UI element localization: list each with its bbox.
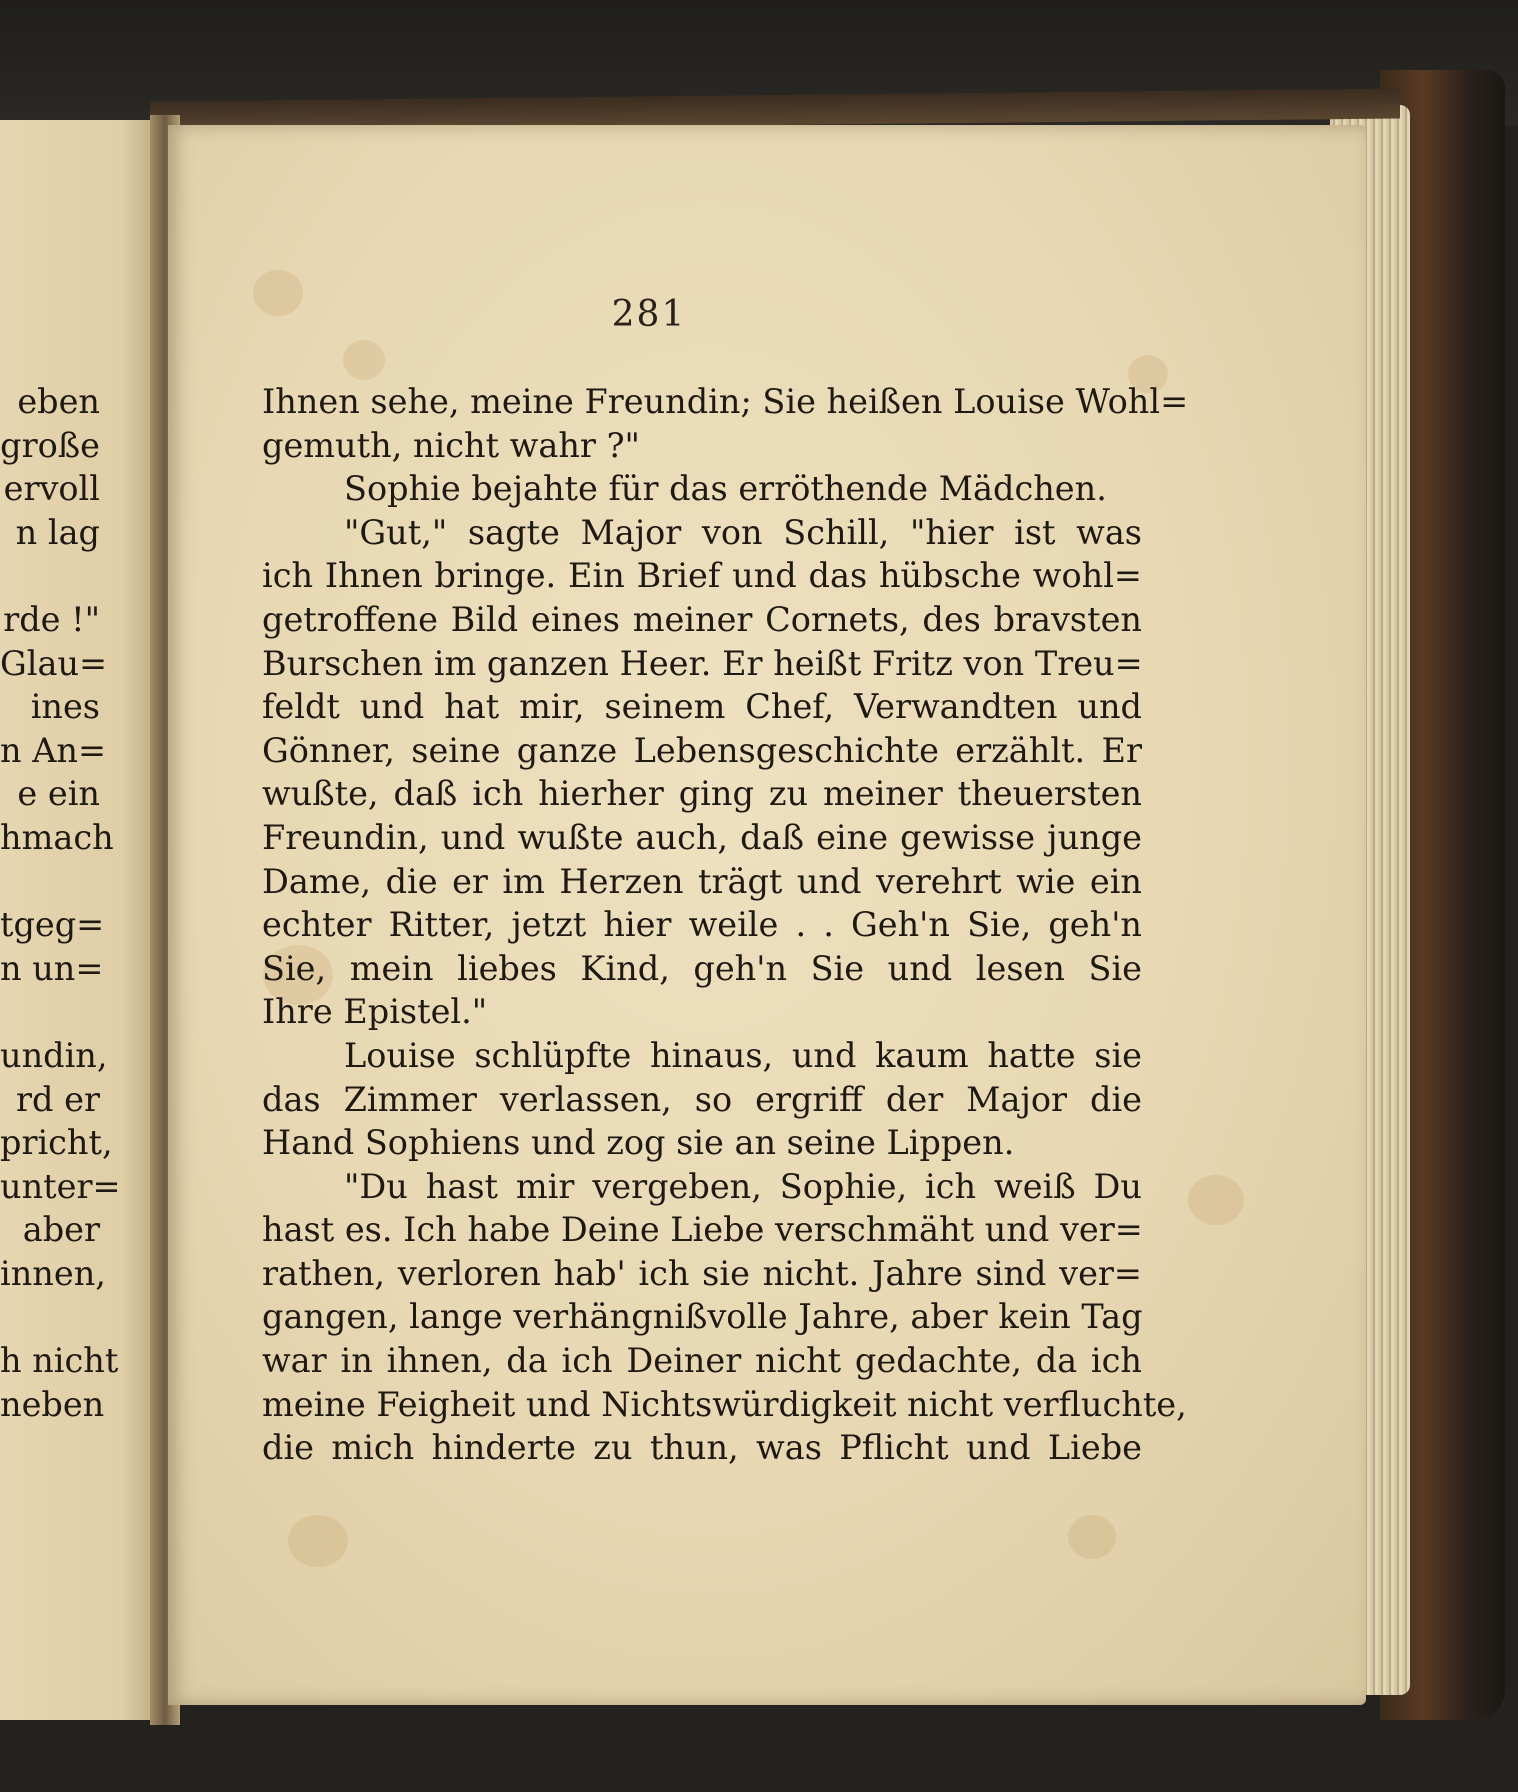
- text-line: Louise schlüpfte hinaus, und kaum hatte sie: [344, 1035, 1142, 1075]
- text-line: Burschen im ganzen Heer. Er heißt Fritz von Treu=: [262, 643, 1143, 683]
- text-line: das Zimmer verlassen, so ergriff der Major die: [262, 1079, 1142, 1119]
- text-line: wußte, daß ich hierher ging zu meiner theuersten: [262, 774, 1142, 814]
- left-text-fragment: e ein: [17, 774, 100, 814]
- text-line: Sophie bejahte für das erröthende Mädchen.: [344, 469, 1107, 509]
- left-text-fragment: eben: [17, 382, 100, 421]
- text-line: Gönner, seine ganze Lebensgeschichte erzählt. Er: [262, 730, 1142, 770]
- text-line: ich Ihnen bringe. Ein Brief und das hübsche wohl=: [262, 556, 1142, 596]
- left-text-fragment: n un=: [0, 948, 104, 988]
- left-text-fragment: n An=: [0, 730, 107, 770]
- left-text-fragment: n lag: [15, 512, 100, 552]
- text-line: Ihre Epistel.": [262, 992, 488, 1032]
- text-line: Dame, die er im Herzen trägt und verehrt wie ein: [262, 861, 1142, 901]
- left-text-fragment: h nicht: [0, 1341, 119, 1381]
- left-text-fragment: [0, 990, 100, 1034]
- text-line: gangen, lange verhängnißvolle Jahre, aber kein Tag: [262, 1297, 1143, 1337]
- text-line: "Gut," sagte Major von Schill, "hier ist was: [344, 512, 1142, 552]
- left-text-fragment: aber: [22, 1210, 100, 1250]
- text-line: war in ihnen, da ich Deiner nicht gedachte, da ich: [262, 1341, 1142, 1381]
- text-line: die mich hinderte zu thun, was Pflicht und Liebe: [262, 1428, 1142, 1468]
- text-line: Freundin, und wußte auch, daß eine gewisse junge: [262, 817, 1142, 857]
- left-text-fragment: große: [0, 425, 100, 465]
- left-text-fragment: tgeg=: [0, 905, 105, 945]
- left-text-fragment: undin,: [0, 1035, 108, 1075]
- text-line: "Du hast mir vergeben, Sophie, ich weiß Du: [344, 1166, 1142, 1206]
- left-text-fragment: hmach: [0, 817, 114, 857]
- left-page-text: [0, 380, 121, 1426]
- left-text-fragment: Glau=: [0, 643, 108, 683]
- left-text-fragment: pricht,: [0, 1123, 113, 1163]
- text-line: Ihnen sehe, meine Freundin; Sie heißen Louise Wohl=: [262, 382, 1189, 421]
- text-line: echter Ritter, jetzt hier weile . . Geh'n Sie, geh'n: [262, 905, 1142, 945]
- left-text-fragment: rd er: [16, 1079, 100, 1119]
- text-line: Sie, mein liebes Kind, geh'n Sie und lesen Sie: [262, 948, 1142, 988]
- body-text: [262, 380, 1189, 1470]
- left-text-fragment: ines: [30, 687, 100, 727]
- left-text-fragment: [0, 1295, 100, 1339]
- left-text-fragment: unter=: [0, 1166, 121, 1206]
- text-line: rathen, verloren hab' ich sie nicht. Jahre sind ver=: [262, 1253, 1142, 1293]
- left-text-fragment: innen,: [0, 1253, 106, 1293]
- text-line: Hand Sophiens und zog sie an seine Lippen.: [262, 1123, 1015, 1163]
- left-text-fragment: rde !": [3, 599, 100, 639]
- text-line: feldt und hat mir, seinem Chef, Verwandten und: [262, 687, 1142, 727]
- page-number: 281: [611, 294, 687, 335]
- text-line: gemuth, nicht wahr ?": [262, 425, 640, 465]
- left-text-fragment: [0, 860, 100, 904]
- text-line: meine Feigheit und Nichtswürdigkeit nicht verfluchte,: [262, 1384, 1187, 1424]
- left-text-fragment: [0, 554, 100, 598]
- left-text-fragment: neben: [0, 1384, 105, 1424]
- text-line: hast es. Ich habe Deine Liebe verschmäht und ver=: [262, 1210, 1143, 1250]
- text-line: getroffene Bild eines meiner Cornets, des bravsten: [262, 599, 1142, 639]
- left-text-fragment: ervoll: [3, 469, 100, 509]
